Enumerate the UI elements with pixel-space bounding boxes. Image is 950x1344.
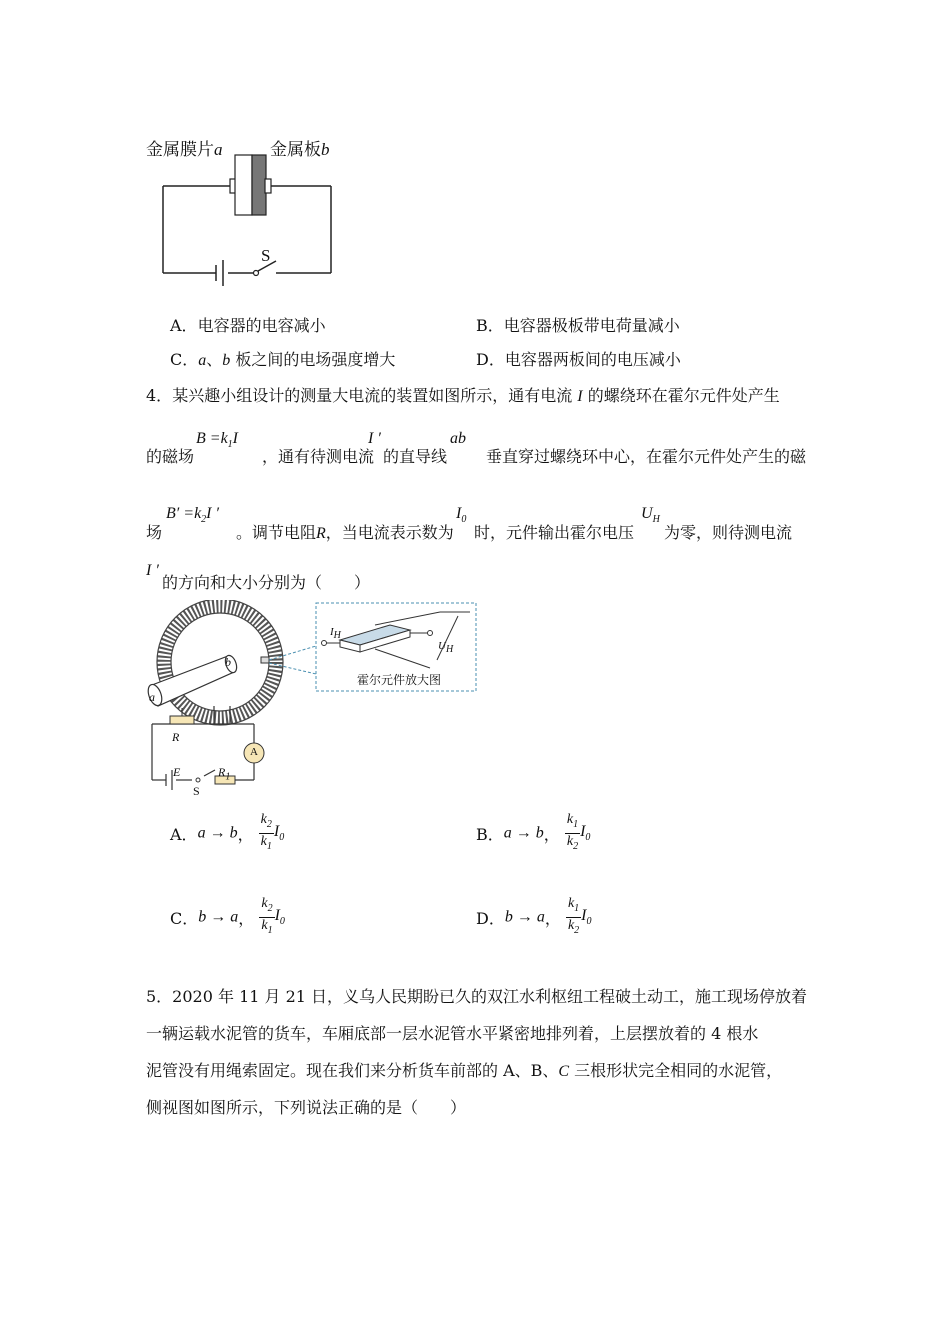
q3-option-a[interactable]: A．电容器的电容减小 xyxy=(170,316,326,335)
q4-stem-line3-b: 。调节电阻R，当电流表示数为 xyxy=(236,523,454,542)
q4-stem-line2-b: ，通有待测电流 xyxy=(262,447,375,466)
label-s: S xyxy=(193,784,200,798)
q4-option-d[interactable]: D．b → a， $\frac{k_1}{k_2}$ $I_0$ xyxy=(476,896,592,936)
q4-option-b[interactable]: B．a → b， $\frac{k_1}{k_2}$ $I_0$ xyxy=(476,812,591,852)
label-b-end: b xyxy=(225,655,231,669)
label-a-end: a xyxy=(149,690,155,704)
formula-ab: ab xyxy=(450,430,466,447)
q5-stem-line4: 侧视图如图所示，下列说法正确的是（ ） xyxy=(146,1098,467,1117)
hall-effect-diagram xyxy=(140,600,485,800)
formula-b-k1-i: $B =k_1I$ xyxy=(196,430,238,451)
label-r: R xyxy=(172,730,180,744)
q4-stem-line2-c: 的直导线 xyxy=(383,447,448,466)
figure1-label-b: 金属板b xyxy=(270,140,330,160)
label-uh: $U_H$ xyxy=(438,640,454,656)
formula-b-prime-k2-i-prime: $B' =k_2I$ ′ xyxy=(166,505,219,526)
formula-i-prime: I ′ xyxy=(368,430,381,447)
capacitor-circuit-diagram xyxy=(150,150,350,290)
figure1-label-a: 金属膜片a xyxy=(146,140,223,160)
q4-stem-line3: 场 xyxy=(146,523,163,542)
formula-uh: $U_H$ xyxy=(641,505,660,526)
q3-option-b[interactable]: B．电容器极板带电荷量减小 xyxy=(476,316,680,335)
switch-label: S xyxy=(261,246,271,265)
ammeter-label: A xyxy=(250,746,258,758)
formula-i0: $I_0$ xyxy=(456,505,467,526)
q5-stem-line3: 泥管没有用绳索固定。现在我们来分析货车前部的 A、B、C 三根形状完全相同的水泥管， xyxy=(146,1061,783,1080)
q3-option-d[interactable]: D．电容器两板间的电压减小 xyxy=(476,350,681,369)
label-ih: $I_H$ xyxy=(330,626,341,642)
q5-stem-line1: 5．2020 年 11 月 21 日，义乌人民期盼已久的双江水利枢纽工程破土动工，施工现场停放着 xyxy=(146,987,808,1006)
formula-i-prime-2: I ′ xyxy=(146,562,159,579)
label-r1: $R_1$ xyxy=(218,765,231,783)
q3-option-c[interactable]: C．a、b 板之间的电场强度增大 xyxy=(170,350,396,369)
hall-element-caption: 霍尔元件放大图 xyxy=(357,673,442,687)
q4-stem-line2-d: 垂直穿过螺绕环中心，在霍尔元件处产生的磁 xyxy=(486,447,807,466)
q4-stem-line3-d: 时，元件输出霍尔电压 xyxy=(474,523,635,542)
q4-stem-line1: 4．某兴趣小组设计的测量大电流的装置如图所示，通有电流 I 的螺绕环在霍尔元件处产生 xyxy=(146,386,780,405)
q4-stem-line2: 的磁场 xyxy=(146,447,195,466)
q4-stem-line4: 的方向和大小分别为（ ） xyxy=(162,573,371,592)
q4-stem-line3-e: 为零，则待测电流 xyxy=(664,523,793,542)
label-e: E xyxy=(173,765,181,779)
q4-option-a[interactable]: A．a → b， $\frac{k_2}{k_1}$ $I_0$ xyxy=(170,812,285,852)
q4-option-c[interactable]: C．b → a， $\frac{k_2}{k_1}$ $I_0$ xyxy=(170,896,285,936)
q5-stem-line2: 一辆运载水泥管的货车，车厢底部一层水泥管水平紧密地排列着，上层摆放着的 4 根水 xyxy=(146,1024,759,1043)
